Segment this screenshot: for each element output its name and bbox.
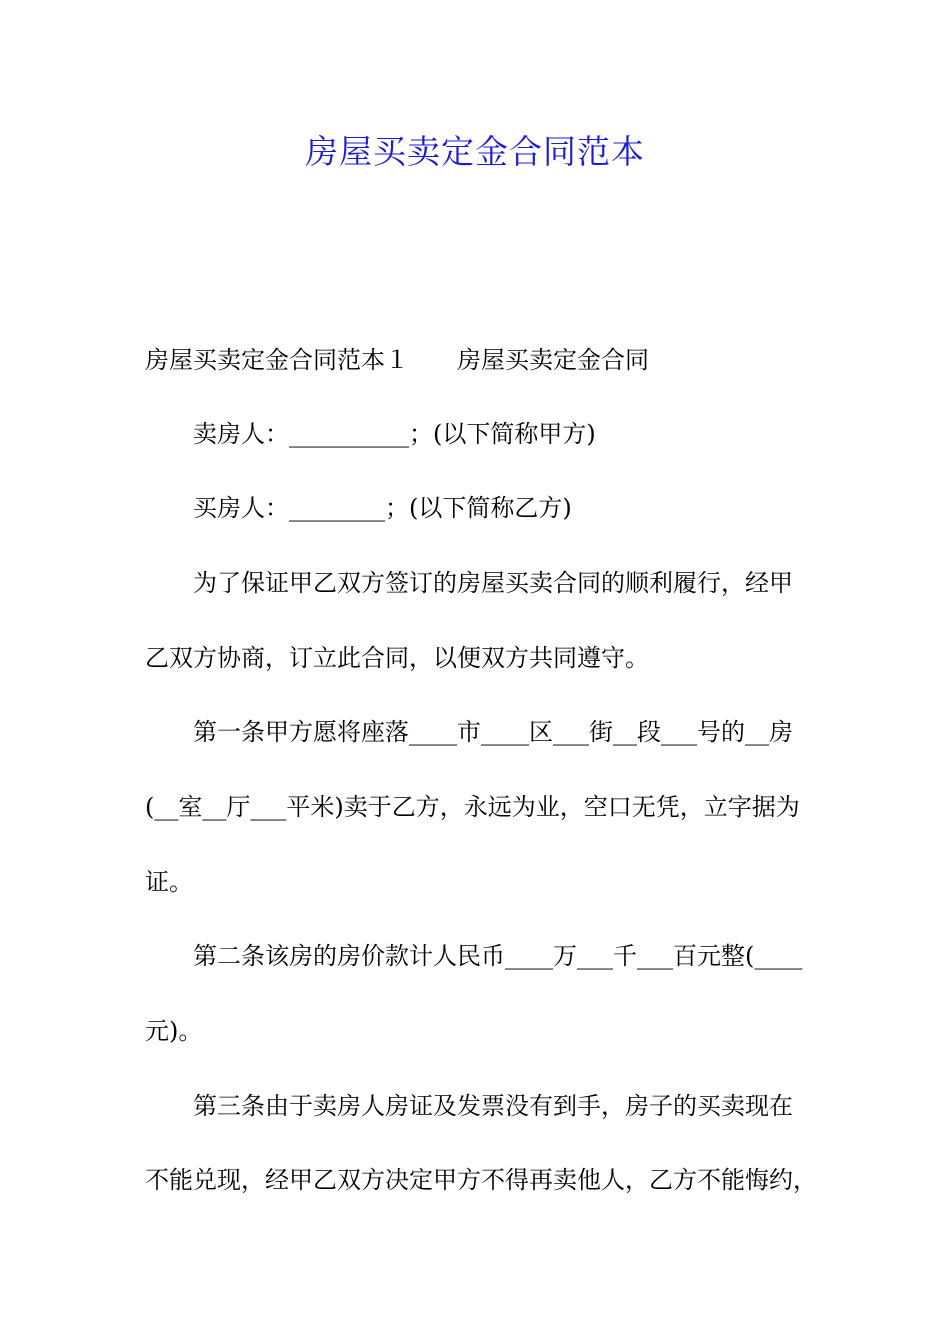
- seller-line: 卖房人：__________；(以下简称甲方): [193, 420, 596, 448]
- buyer-line: 买房人：________；(以下简称乙方): [193, 494, 572, 522]
- paragraph-line: (__室__厅___平米)卖于乙方，永远为业，空口无凭，立字据为: [145, 793, 800, 821]
- paragraph-line: 第二条该房的房价款计人民币____万___千___百元整(____: [193, 942, 803, 970]
- subtitle-right: 房屋买卖定金合同: [457, 346, 649, 374]
- paragraph-line: 乙双方协商，订立此合同，以便双方共同遵守。: [145, 644, 649, 672]
- paragraph-line: 第一条甲方愿将座落____市____区___街__段___号的__房: [193, 718, 793, 746]
- paragraph-line: 不能兑现，经甲乙双方决定甲方不得再卖他人，乙方不能悔约，: [145, 1166, 817, 1194]
- paragraph-line: 第三条由于卖房人房证及发票没有到手，房子的买卖现在: [193, 1092, 793, 1120]
- paragraph-line: 元)。: [145, 1017, 203, 1045]
- document-title: 房屋买卖定金合同范本: [305, 132, 645, 171]
- subtitle-left: 房屋买卖定金合同范本１: [145, 346, 409, 374]
- paragraph-line: 证。: [145, 868, 193, 896]
- subtitle-line: [145, 342, 649, 378]
- paragraph-line: 为了保证甲乙双方签订的房屋买卖合同的顺利履行，经甲: [193, 569, 793, 597]
